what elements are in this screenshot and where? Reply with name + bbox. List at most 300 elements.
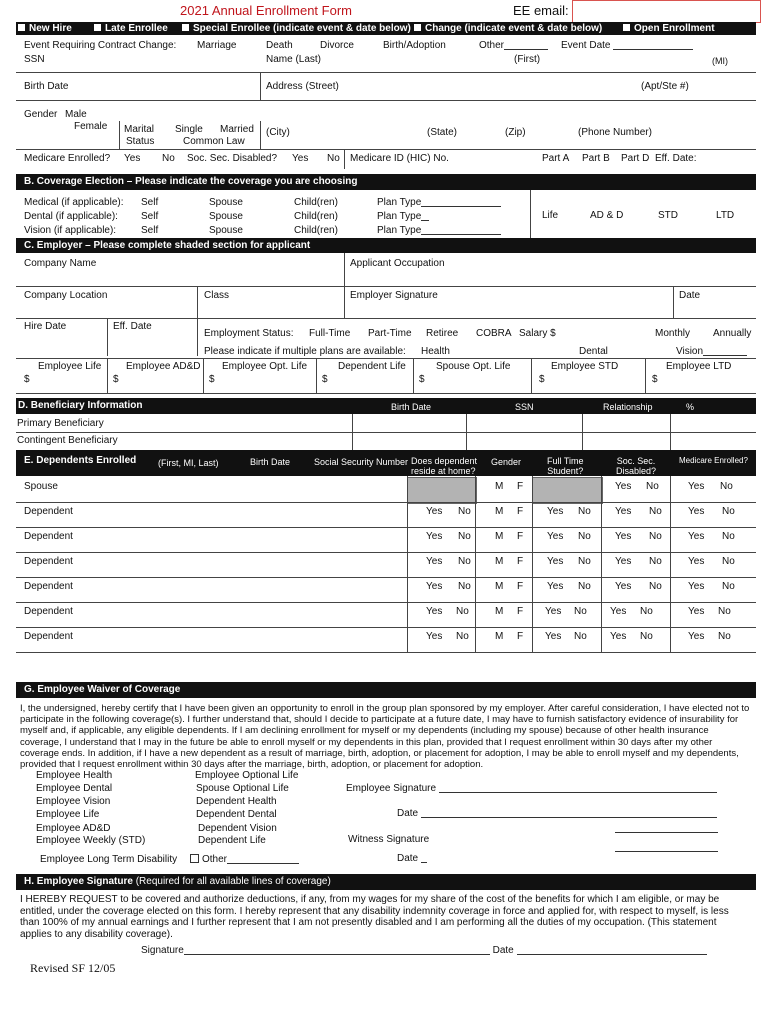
change-checkbox[interactable] <box>414 24 421 31</box>
amount-employee-std-field[interactable]: $ <box>539 374 545 385</box>
plan-type-field[interactable] <box>421 220 429 221</box>
witness-date-field[interactable] <box>421 862 427 863</box>
fulltime-no[interactable]: No <box>578 506 591 517</box>
col-divider <box>670 476 671 652</box>
witness-date-line[interactable] <box>615 851 718 852</box>
dependent-row-label: Dependent <box>24 556 73 567</box>
gender-label: Gender <box>24 109 58 120</box>
beneficiary-ssn-header: SSN <box>515 402 534 412</box>
divider <box>352 414 353 450</box>
applicant-occupation-label: Applicant Occupation <box>350 258 445 269</box>
ssdisabled-yes[interactable]: Yes <box>615 506 632 517</box>
vision-label: Vision (if applicable): <box>24 225 117 236</box>
authorization-text: I HEREBY REQUEST to be covered and authorize deductions, if any, from my wages for my share of the cost of the benefits for which I am eligible, or may be entitled, under the coverage elected on this form. I hereby represent that any disability indemnity coverage in force and applied for, with respect to myself, is less than 100% of my annual earnings and I further represent that I am not presently disabled and I am performing all the duties of my occupation. (This statement applies to any disability coverage). <box>20 894 729 940</box>
divider <box>16 432 756 433</box>
dependents-ssdisabled-header <box>616 456 656 476</box>
gender-f[interactable]: F <box>517 531 524 542</box>
event-date-label: Event Date <box>561 40 611 51</box>
medicare-no[interactable]: No <box>722 556 735 567</box>
gender-m[interactable]: M <box>495 531 504 542</box>
waiver-date-label: Date <box>397 808 419 819</box>
ssdisabled-yes[interactable]: Yes <box>610 606 627 617</box>
vision-children[interactable]: Child(ren) <box>294 225 338 236</box>
gender-f[interactable]: F <box>517 581 524 592</box>
divider <box>107 358 108 393</box>
gender-female[interactable]: Female <box>74 121 108 132</box>
employer-date-label: Date <box>679 290 701 301</box>
multiple-vision[interactable] <box>676 346 747 358</box>
gender-f[interactable]: F <box>517 506 524 517</box>
salary-monthly[interactable]: Monthly <box>655 328 691 339</box>
row-divider <box>16 527 756 528</box>
divider <box>197 318 198 356</box>
eff-date-label: Eff. Date <box>113 321 152 332</box>
witness-signature-label: Witness Signature <box>348 834 430 845</box>
dependents-ssn-header: Social Security Number <box>314 457 409 467</box>
address-label: Address (Street) <box>266 81 339 92</box>
waiver-employee-weekly-std[interactable]: Employee Weekly (STD) <box>36 835 146 846</box>
dependents-gender-header: Gender <box>491 457 522 467</box>
section-d-title: D. Beneficiary Information <box>18 400 143 411</box>
medicare-no[interactable]: No <box>718 631 731 642</box>
ss-disabled-label: Soc. Sec. Disabled? <box>187 153 278 164</box>
change-label: Change (indicate event & date below) <box>425 23 603 34</box>
divider <box>316 358 317 393</box>
waiver-employee-vision[interactable]: Employee Vision <box>36 796 111 807</box>
waiver-witness-signature <box>348 834 429 846</box>
fulltime-yes[interactable]: Yes <box>547 531 564 542</box>
waiver-dependent-vision[interactable]: Dependent Vision <box>198 823 277 834</box>
special-enrollee-label: Special Enrollee (indicate event & date below) <box>193 23 411 34</box>
gender-m[interactable]: M <box>495 556 504 567</box>
spouse-fulltime-shaded-cell <box>532 477 603 504</box>
section-g-title: G. Employee Waiver of Coverage <box>24 684 181 695</box>
beneficiary-relationship-header: Relationship <box>603 402 653 412</box>
event-requiring-label: Event Requiring Contract Change: <box>24 40 177 51</box>
row-divider <box>16 577 756 578</box>
dependent-row-label: Dependent <box>24 606 73 617</box>
dependents-birth-date-header: Birth Date <box>250 457 291 467</box>
status-label: Status <box>126 136 155 147</box>
gender-male[interactable]: Male <box>65 109 87 120</box>
waiver-dependent-life[interactable]: Dependent Life <box>198 835 266 846</box>
row-divider <box>16 552 756 553</box>
waiver-employee-signature <box>346 783 717 795</box>
amount-employee-ad-d-label: Employee AD&D <box>126 361 201 372</box>
ssdisabled-yes[interactable]: Yes <box>610 631 627 642</box>
employee-signature-label: Employee Signature <box>346 783 437 794</box>
divider <box>530 190 531 238</box>
status-retiree[interactable]: Retiree <box>426 328 459 339</box>
fulltime-no[interactable]: No <box>578 531 591 542</box>
medicare-yes[interactable]: Yes <box>688 506 705 517</box>
divider <box>16 318 756 319</box>
medicare-no[interactable]: No <box>720 481 733 492</box>
divider <box>645 358 646 393</box>
fulltime-yes[interactable]: Yes <box>545 631 562 642</box>
amount-employee-std-label: Employee STD <box>551 361 619 372</box>
dependent-row-label: Dependent <box>24 531 73 542</box>
medical-plan-type[interactable] <box>377 197 501 209</box>
option-new-hire[interactable] <box>18 23 72 35</box>
salary-annually[interactable]: Annually <box>713 328 752 339</box>
waiver-date-1 <box>397 808 717 820</box>
gender-m[interactable]: M <box>495 606 504 617</box>
medicare-yes[interactable]: Yes <box>688 631 705 642</box>
divider <box>16 286 756 287</box>
status-part-time[interactable]: Part-Time <box>368 328 412 339</box>
event-divorce[interactable]: Divorce <box>320 40 354 51</box>
divider <box>531 358 532 393</box>
birth-date-label: Birth Date <box>24 81 69 92</box>
employer-signature-label: Employer Signature <box>350 290 438 301</box>
ss-disabled-yes[interactable]: Yes <box>292 153 309 164</box>
reside-no[interactable]: No <box>458 506 471 517</box>
dependent-row-label: Spouse <box>24 481 58 492</box>
amount-employee-life-field[interactable]: $ <box>24 374 30 385</box>
amount-spouse-opt-life-label: Spouse Opt. Life <box>436 361 511 372</box>
col-divider <box>407 476 408 652</box>
fulltime-yes[interactable]: Yes <box>547 506 564 517</box>
primary-beneficiary-label: Primary Beneficiary <box>17 418 104 429</box>
divider <box>107 318 108 356</box>
reside-yes[interactable]: Yes <box>426 556 443 567</box>
fulltime-header-line2: Student? <box>547 466 584 476</box>
divider <box>16 149 756 150</box>
vision-self[interactable]: Self <box>141 225 159 236</box>
dependents-name-hint: (First, MI, Last) <box>158 458 219 468</box>
option-late-enrollee[interactable] <box>94 23 168 35</box>
waiver-employee-dental[interactable]: Employee Dental <box>36 783 113 794</box>
revision-note: Revised SF 12/05 <box>30 961 116 975</box>
name-mi-label: (MI) <box>712 56 728 66</box>
dental-children[interactable]: Child(ren) <box>294 211 338 222</box>
gender-f[interactable]: F <box>517 481 524 492</box>
name-first-label: (First) <box>514 54 541 65</box>
fulltime-no[interactable]: No <box>578 581 591 592</box>
medicare-eff-date-label: Eff. Date: <box>655 153 697 164</box>
special-enrollee-checkbox[interactable] <box>182 24 189 31</box>
medicare-no[interactable]: No <box>722 506 735 517</box>
vision-plan-type[interactable] <box>377 225 501 237</box>
divider <box>582 414 583 450</box>
medical-label: Medical (if applicable): <box>24 197 124 208</box>
reside-no[interactable]: No <box>458 556 471 567</box>
dental-self[interactable]: Self <box>141 211 159 222</box>
marital-married[interactable]: Married <box>220 124 254 135</box>
ssdisabled-no[interactable]: No <box>649 506 662 517</box>
divider <box>16 100 756 101</box>
salary-label: Salary $ <box>519 328 556 339</box>
form-title: 2021 Annual Enrollment Form <box>180 3 352 18</box>
section-h-subtitle: (Required for all available lines of coverage) <box>135 876 331 887</box>
fulltime-yes[interactable]: Yes <box>547 581 564 592</box>
divider <box>119 121 120 149</box>
employee-signature-row <box>141 945 707 957</box>
waiver-dependent-dental[interactable]: Dependent Dental <box>196 809 277 820</box>
medicare-part-d[interactable]: Part D <box>621 153 650 164</box>
divider <box>260 121 261 149</box>
col-divider <box>601 476 602 652</box>
section-h-title-text: H. Employee Signature <box>24 876 133 887</box>
reside-yes[interactable]: Yes <box>426 531 443 542</box>
medicare-no[interactable]: No <box>722 581 735 592</box>
city-label: (City) <box>266 127 290 138</box>
medical-children[interactable]: Child(ren) <box>294 197 338 208</box>
open-enrollment-checkbox[interactable] <box>623 24 630 31</box>
section-h-title <box>24 876 331 888</box>
divider <box>16 72 756 73</box>
phone-label: (Phone Number) <box>578 127 652 138</box>
waiver-text: I, the undersigned, hereby certify that I have been given an opportunity to enroll in the group plan sponsored by my employer. After careful consideration, I have elected not to participate in the following coverage(s). I further understand that, should I decide to participate at a future date, I may have to furnish satisfactory evidence of insurability for myself and, if applicable, any eligible dependents. If I am declining enrollment for myself or my dependents (including my spouse) because of other health insurance coverage, I understand that I may in the future be able to enroll myself or my dependents in this plan, provided that I request enrollment within 30 days after my other coverage ends. In addition, if I have a new dependent as a result of marriage, birth, adoption, or placement for adoption, I may be able to enroll myself and my dependents, provided that I request enrollment within 30 days after the marriage, birth, adoption, or placement for adoption. <box>20 703 750 771</box>
spouse-reside-shaded-cell <box>407 477 477 504</box>
late-enrollee-checkbox[interactable] <box>94 24 101 31</box>
gender-m[interactable]: M <box>495 631 504 642</box>
option-open-enrollment[interactable] <box>623 23 715 35</box>
medicare-yes[interactable]: Yes <box>688 556 705 567</box>
divider <box>344 253 345 287</box>
medicare-yes[interactable]: Yes <box>688 531 705 542</box>
signature-label: Signature <box>141 945 184 956</box>
dependent-row-label: Dependent <box>24 506 73 517</box>
gender-m[interactable]: M <box>495 506 504 517</box>
late-enrollee-label: Late Enrollee <box>105 23 168 34</box>
plan-type-label: Plan Type <box>377 225 422 236</box>
ss-disabled-no[interactable]: No <box>327 153 340 164</box>
beneficiary-birth-date-header: Birth Date <box>391 402 432 412</box>
amount-employee-ltd-field[interactable]: $ <box>652 374 658 385</box>
vision-label: Vision <box>676 346 704 357</box>
other-field[interactable] <box>227 863 299 864</box>
marital-single[interactable]: Single <box>175 124 203 135</box>
marital-common-law[interactable]: Common Law <box>183 136 245 147</box>
apt-label: (Apt/Ste #) <box>641 81 689 92</box>
medicare-enrolled-no[interactable]: No <box>162 153 175 164</box>
medicare-enrolled-yes[interactable]: Yes <box>124 153 141 164</box>
event-birth-adoption[interactable]: Birth/Adoption <box>383 40 446 51</box>
event-death[interactable]: Death <box>266 40 293 51</box>
divider <box>203 358 204 393</box>
amount-employee-life-label: Employee Life <box>38 361 102 372</box>
event-other-label: Other <box>479 40 505 51</box>
medicare-no[interactable]: No <box>722 531 735 542</box>
event-marriage[interactable]: Marriage <box>197 40 237 51</box>
ssdisabled-no[interactable]: No <box>640 631 653 642</box>
event-other-field[interactable] <box>504 49 548 50</box>
row-divider <box>16 627 756 628</box>
reside-header-line2: reside at home? <box>411 466 476 476</box>
new-hire-label: New Hire <box>29 23 72 34</box>
section-b-title: B. Coverage Election – Please indicate the coverage you are choosing <box>24 176 358 187</box>
marital-label: Marital <box>124 124 155 135</box>
fulltime-yes[interactable]: Yes <box>545 606 562 617</box>
reside-no[interactable]: No <box>458 581 471 592</box>
contingent-beneficiary-label: Contingent Beneficiary <box>17 435 118 446</box>
medical-spouse[interactable]: Spouse <box>209 197 243 208</box>
coverage-std[interactable]: STD <box>658 210 678 221</box>
coverage-ltd[interactable]: LTD <box>716 210 735 221</box>
medicare-no[interactable]: No <box>718 606 731 617</box>
ssdisabled-no[interactable]: No <box>649 581 662 592</box>
ssdisabled-no[interactable]: No <box>646 481 659 492</box>
beneficiary-percent-header: % <box>686 402 695 412</box>
status-full-time[interactable]: Full-Time <box>309 328 351 339</box>
fulltime-header-line1: Full Time <box>547 456 584 466</box>
waiver-employee-health[interactable]: Employee Health <box>36 770 113 781</box>
plan-type-field[interactable] <box>421 206 501 207</box>
reside-no[interactable]: No <box>456 606 469 617</box>
plan-type-field[interactable] <box>421 234 501 235</box>
gender-f[interactable]: F <box>517 556 524 567</box>
col-divider <box>475 476 476 652</box>
ssdisabled-yes[interactable]: Yes <box>615 481 632 492</box>
amount-dependent-life-label: Dependent Life <box>338 361 406 372</box>
ssdisabled-header-line1: Soc. Sec. <box>616 456 656 466</box>
company-name-label: Company Name <box>24 258 97 269</box>
amount-spouse-opt-life-field[interactable]: $ <box>419 374 425 385</box>
divider <box>197 286 198 318</box>
company-location-label: Company Location <box>24 290 108 301</box>
employee-signature-field[interactable] <box>439 792 717 793</box>
divider <box>673 286 674 318</box>
divider <box>260 72 261 101</box>
ee-email-label: EE email: <box>513 3 569 18</box>
waiver-other[interactable] <box>190 854 299 866</box>
event-date <box>561 40 693 52</box>
amount-employee-opt-life-label: Employee Opt. Life <box>222 361 308 372</box>
option-special-enrollee[interactable] <box>182 23 411 35</box>
waiver-employee-optional-life[interactable]: Employee Optional Life <box>195 770 299 781</box>
dental-label: Dental (if applicable): <box>24 211 118 222</box>
waiver-date-field[interactable] <box>421 817 717 818</box>
divider <box>466 414 467 450</box>
amount-employee-ad-d-field[interactable]: $ <box>113 374 119 385</box>
waiver-employee-ltd[interactable]: Employee Long Term Disability <box>40 854 178 865</box>
vision-spouse[interactable]: Spouse <box>209 225 243 236</box>
dental-spouse[interactable]: Spouse <box>209 211 243 222</box>
section-e-title: E. Dependents Enrolled <box>24 455 137 466</box>
ssdisabled-no[interactable]: No <box>640 606 653 617</box>
divider <box>413 358 414 393</box>
plan-type-label: Plan Type <box>377 211 422 222</box>
waiver-employee-ad-d[interactable]: Employee AD&D <box>36 823 111 834</box>
name-last-label: Name (Last) <box>266 54 322 65</box>
waiver-employee-life[interactable]: Employee Life <box>36 809 100 820</box>
state-label: (State) <box>427 127 458 138</box>
amount-employee-ltd-label: Employee LTD <box>666 361 732 372</box>
dependent-row-label: Dependent <box>24 631 73 642</box>
multiple-dental[interactable]: Dental <box>579 346 608 357</box>
section-c-title: C. Employer – Please complete shaded section for applicant <box>24 240 311 251</box>
status-cobra[interactable]: COBRA <box>476 328 512 339</box>
gender-f[interactable]: F <box>517 606 524 617</box>
row-divider <box>16 652 756 653</box>
medicare-part-a[interactable]: Part A <box>542 153 570 164</box>
other-checkbox[interactable] <box>190 854 199 863</box>
fulltime-no[interactable]: No <box>574 606 587 617</box>
plan-type-label: Plan Type <box>377 197 422 208</box>
ssdisabled-yes[interactable]: Yes <box>615 531 632 542</box>
coverage-ad-d[interactable]: AD & D <box>590 210 624 221</box>
reside-yes[interactable]: Yes <box>426 631 443 642</box>
multiple-health[interactable]: Health <box>421 346 450 357</box>
medicare-part-b[interactable]: Part B <box>582 153 610 164</box>
medical-self[interactable]: Self <box>141 197 159 208</box>
hire-date-label: Hire Date <box>24 321 67 332</box>
option-change[interactable] <box>414 23 602 35</box>
amount-dependent-life-field[interactable]: $ <box>322 374 328 385</box>
event-other[interactable] <box>479 40 548 52</box>
reside-no[interactable]: No <box>456 631 469 642</box>
medicare-yes[interactable]: Yes <box>688 481 705 492</box>
ssn-label: SSN <box>24 54 45 65</box>
ee-email-field[interactable] <box>572 0 761 23</box>
medicare-id-label: Medicare ID (HIC) No. <box>350 153 449 164</box>
dependents-reside-header <box>411 456 477 476</box>
reside-yes[interactable]: Yes <box>426 581 443 592</box>
fulltime-no[interactable]: No <box>574 631 587 642</box>
dental-plan-type[interactable] <box>377 211 429 223</box>
medicare-enrolled-label: Medicare Enrolled? <box>24 153 111 164</box>
ssdisabled-no[interactable]: No <box>649 531 662 542</box>
amount-employee-opt-life-field[interactable]: $ <box>209 374 215 385</box>
reside-no[interactable]: No <box>458 531 471 542</box>
fulltime-yes[interactable]: Yes <box>547 556 564 567</box>
gender-m[interactable]: M <box>495 581 504 592</box>
signature-date-label: Date <box>492 945 514 956</box>
multiple-plans-label: Please indicate if multiple plans are available: <box>204 346 406 357</box>
dependents-medicare-header: Medicare Enrolled? <box>679 456 748 465</box>
col-divider <box>532 476 533 652</box>
row-divider <box>16 502 756 503</box>
employment-status-label: Employment Status: <box>204 328 294 339</box>
reside-yes[interactable]: Yes <box>426 606 443 617</box>
reside-yes[interactable]: Yes <box>426 506 443 517</box>
divider <box>670 414 671 450</box>
witness-signature-field[interactable] <box>615 832 718 833</box>
ssdisabled-no[interactable]: No <box>649 556 662 567</box>
vision-field[interactable] <box>703 355 747 356</box>
waiver-dependent-health[interactable]: Dependent Health <box>196 796 277 807</box>
witness-date-label: Date <box>397 853 419 864</box>
gender-f[interactable]: F <box>517 631 524 642</box>
row-divider <box>16 602 756 603</box>
coverage-life[interactable]: Life <box>542 210 559 221</box>
medicare-yes[interactable]: Yes <box>688 581 705 592</box>
divider <box>344 286 345 318</box>
ssdisabled-yes[interactable]: Yes <box>615 556 632 567</box>
divider <box>16 393 756 394</box>
zip-label: (Zip) <box>505 127 526 138</box>
other-label: Other <box>202 854 228 865</box>
ssdisabled-header-line2: Disabled? <box>616 466 657 476</box>
ssdisabled-yes[interactable]: Yes <box>615 581 632 592</box>
fulltime-no[interactable]: No <box>578 556 591 567</box>
reside-header-line1: Does dependent <box>411 456 478 466</box>
class-label: Class <box>204 290 230 301</box>
signature-date-field[interactable] <box>517 954 707 955</box>
medicare-yes[interactable]: Yes <box>688 606 705 617</box>
divider <box>344 149 345 169</box>
gender-m[interactable]: M <box>495 481 504 492</box>
waiver-spouse-optional-life[interactable]: Spouse Optional Life <box>196 783 289 794</box>
waiver-date-2 <box>397 853 427 865</box>
new-hire-checkbox[interactable] <box>18 24 25 31</box>
event-date-field[interactable] <box>613 49 693 50</box>
signature-field[interactable] <box>184 954 490 955</box>
open-enrollment-label: Open Enrollment <box>634 23 715 34</box>
dependents-fulltime-header <box>547 456 584 476</box>
